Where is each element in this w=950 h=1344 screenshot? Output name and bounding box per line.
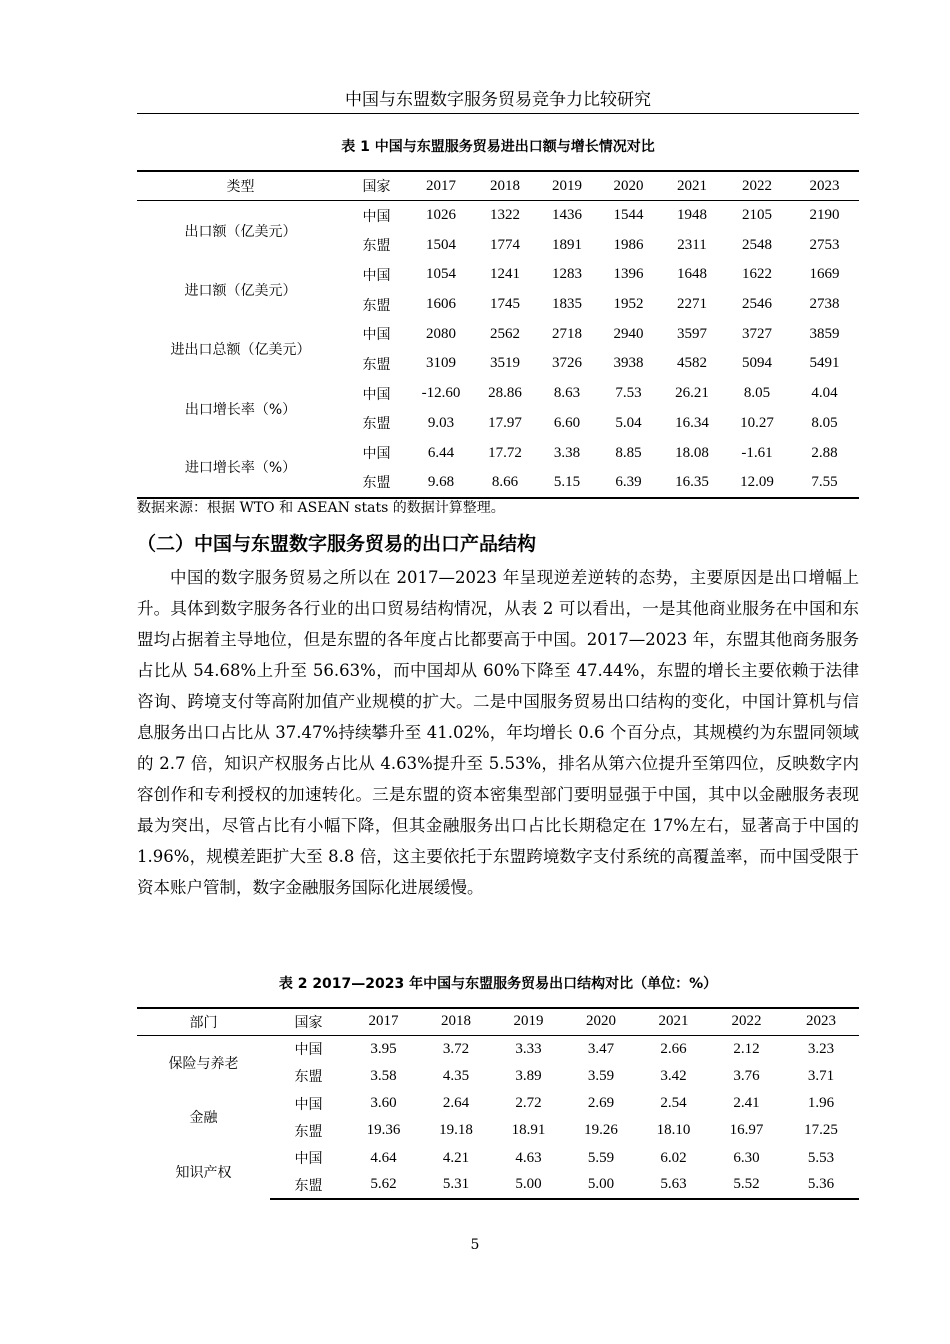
value-cell: 1622	[742, 266, 772, 283]
table1-header-cell: 2023	[790, 171, 859, 201]
value-cell: 2562	[490, 325, 520, 342]
value-cell: 19.36	[366, 1122, 401, 1139]
table1-header-cell: 2017	[409, 171, 473, 201]
value-cell: 17.97	[488, 414, 522, 431]
value-cell: 3.95	[370, 1040, 397, 1057]
value-cell: 1648	[677, 266, 707, 283]
value-cell: 6.44	[427, 444, 455, 461]
value-cell: 5094	[742, 355, 772, 372]
value-cell: 1241	[490, 266, 520, 283]
country-cell: 东盟	[344, 468, 409, 498]
table1-header-row	[137, 171, 859, 201]
value-cell: 5.00	[492, 1172, 565, 1199]
value-cell: 1026	[426, 207, 456, 224]
value-cell: 2.64	[442, 1095, 470, 1112]
value-cell: 3.71	[807, 1067, 835, 1084]
value-cell: 1745	[490, 296, 520, 313]
value-cell: 3.60	[370, 1095, 397, 1112]
value-cell: 8.63	[553, 385, 581, 402]
table-row	[137, 1090, 859, 1117]
table2-header-cell: 2022	[710, 1008, 783, 1035]
body-paragraph: 中国的数字服务贸易之所以在 2017—2023 年呈现逆差逆转的态势，主要原因是出口增幅上升。具体到数字服务各行业的出口贸易结构情况，从表 2 可以看出，一是其他商业服务在中国和东盟均占据着主导地位，但是东盟的各年度占比都要高于中国。2017—2023 年，东盟其他商务服务占比从 54.68%上升至 56.63%，而中国却从 60%下降至 47.44%，东盟的增长主要依赖于法律咨询、跨境支付等高附加值产业规模的扩大。二是中国服务贸易出口结构的变化，中国计算机与信息服务出口占比从 37.47%持续攀升至 41.02%，年均增长 0.6 个百分点，其规模约为东盟同领域的 2.7 倍，知识产权服务占比从 4.63%提升至 5.53%，排名从第六位提升至第四位，反映数字内容创作和专利授权的加速转化。三是东盟的资本密集型部门要明显强于中国，其中以金融服务表现最为突出，尽管占比有小幅下降，但其金融服务出口占比长期稳定在 17%左右，显著高于中国的 1.96%，规模差距扩大至 8.8 倍，这主要依托于东盟跨境数字支付系统的高覆盖率，而中国受限于资本账户管制，数字金融服务国际化进展缓慢。	[137, 568, 859, 897]
value-cell: 1.96	[807, 1095, 835, 1112]
value-cell: 3.59	[587, 1067, 615, 1084]
value-cell: 1986	[613, 236, 644, 253]
country-cell: 东盟	[362, 238, 391, 255]
value-cell: 4.64	[370, 1149, 397, 1166]
value-cell: 2738	[809, 296, 840, 313]
value-cell: 6.60	[553, 414, 581, 431]
value-cell: 3.89	[515, 1067, 542, 1084]
country-cell: 中国	[362, 208, 391, 225]
country-cell: 中国	[362, 446, 391, 463]
value-cell: 16.97	[729, 1122, 764, 1139]
value-cell: 6.02	[660, 1149, 687, 1166]
table-row	[137, 1035, 859, 1062]
table2-header-cell: 2021	[637, 1008, 710, 1035]
value-cell: 16.34	[675, 414, 709, 431]
value-cell: 2311	[677, 236, 707, 253]
country-cell: 东盟	[294, 1123, 323, 1140]
value-cell: 16.35	[660, 468, 724, 498]
value-cell: 3859	[809, 325, 840, 342]
row-group-label: 出口额（亿美元）	[184, 223, 297, 240]
table1	[137, 170, 859, 499]
value-cell: 1891	[552, 236, 582, 253]
row-group-label: 进出口总额（亿美元）	[170, 342, 311, 359]
page-number: 5	[470, 1237, 480, 1253]
country-cell: 中国	[362, 267, 391, 284]
table1-header-cell: 2020	[597, 171, 660, 201]
row-group-label: 保险与养老	[168, 1055, 239, 1072]
value-cell: 9.68	[409, 468, 473, 498]
value-cell: 18.10	[656, 1122, 691, 1139]
table2-header-cell: 2019	[492, 1008, 565, 1035]
value-cell: 3109	[426, 355, 456, 372]
value-cell: 2940	[613, 325, 644, 342]
value-cell: 2080	[426, 325, 456, 342]
country-cell: 东盟	[362, 297, 391, 314]
value-cell: 26.21	[675, 385, 709, 402]
value-cell: 5.52	[710, 1172, 783, 1199]
value-cell: 5491	[809, 355, 840, 372]
value-cell: 3938	[613, 355, 644, 372]
value-cell: 2.41	[733, 1095, 760, 1112]
value-cell: 2271	[677, 296, 707, 313]
value-cell: 6.39	[597, 468, 660, 498]
value-cell: 6.30	[733, 1149, 760, 1166]
value-cell: 1544	[613, 207, 644, 224]
value-cell: 2.12	[733, 1040, 760, 1057]
value-cell: 5.36	[783, 1172, 859, 1199]
value-cell: 5.04	[615, 414, 642, 431]
value-cell: 5.53	[807, 1149, 835, 1166]
value-cell: 12.09	[724, 468, 790, 498]
value-cell: 3.58	[370, 1067, 397, 1084]
country-cell: 中国	[294, 1096, 323, 1113]
value-cell: 3.76	[733, 1067, 760, 1084]
value-cell: 2.54	[660, 1095, 687, 1112]
value-cell: 3727	[742, 325, 772, 342]
value-cell: 4.63	[515, 1149, 542, 1166]
row-group-label: 进口增长率（%）	[137, 438, 344, 497]
value-cell: 8.66	[473, 468, 537, 498]
value-cell: 5.62	[347, 1172, 420, 1199]
value-cell: 3.23	[807, 1040, 835, 1057]
country-cell: 东盟	[270, 1172, 347, 1199]
table1-header-cell: 国家	[344, 171, 409, 201]
value-cell: 3.42	[660, 1067, 687, 1084]
table-row	[137, 379, 859, 409]
table2-header-cell: 2023	[783, 1008, 859, 1035]
value-cell: 4582	[677, 355, 707, 372]
value-cell: 19.26	[584, 1122, 618, 1139]
table-row	[137, 201, 859, 231]
running-header: 中国与东盟数字服务贸易竞争力比较研究	[345, 90, 651, 110]
row-group-label: 金融	[189, 1110, 218, 1127]
table1-caption: 表 1 中国与东盟服务贸易进出口额与增长情况对比	[341, 139, 655, 155]
value-cell: 8.05	[811, 414, 838, 431]
value-cell: 1504	[426, 236, 456, 253]
value-cell: -12.60	[421, 385, 461, 402]
value-cell: 2105	[742, 207, 772, 224]
header-rule	[137, 113, 859, 114]
country-cell: 东盟	[362, 356, 391, 373]
row-group-label: 出口增长率（%）	[184, 401, 297, 418]
value-cell: 1396	[613, 266, 644, 283]
value-cell: 17.25	[804, 1122, 838, 1139]
value-cell: 5.31	[420, 1172, 492, 1199]
value-cell: 8.85	[615, 444, 642, 461]
table1-header-cell: 类型	[137, 171, 344, 201]
value-cell: 2.88	[811, 444, 838, 461]
value-cell: 3519	[490, 355, 520, 372]
table2-header-row	[137, 1008, 859, 1035]
country-cell: 中国	[362, 327, 391, 344]
country-cell: 东盟	[362, 416, 391, 433]
value-cell: 2718	[552, 325, 582, 342]
table2-header-cell: 国家	[270, 1008, 347, 1035]
value-cell: 19.18	[439, 1122, 473, 1139]
value-cell: 2.66	[660, 1040, 687, 1057]
country-cell: 中国	[294, 1042, 323, 1059]
value-cell: 1952	[613, 296, 644, 313]
value-cell: 1606	[426, 296, 456, 313]
value-cell: 7.53	[615, 385, 642, 402]
value-cell: 17.72	[488, 444, 522, 461]
value-cell: 18.08	[675, 444, 709, 461]
value-cell: 1835	[552, 296, 582, 313]
value-cell: 2546	[742, 296, 772, 313]
value-cell: 5.59	[587, 1149, 615, 1166]
value-cell: 5.63	[637, 1172, 710, 1199]
table2-header-cell: 部门	[137, 1008, 270, 1035]
table1-source-note: 数据来源：根据 WTO 和 ASEAN stats 的数据计算整理。	[137, 500, 505, 516]
value-cell: 4.04	[811, 385, 838, 402]
table-row	[137, 260, 859, 290]
value-cell: 2.69	[587, 1095, 615, 1112]
value-cell: 18.91	[511, 1122, 546, 1139]
table2-header-cell: 2017	[347, 1008, 420, 1035]
table2-caption: 表 2 2017—2023 年中国与东盟服务贸易出口结构对比（单位：%）	[278, 976, 718, 992]
table-row	[137, 1144, 859, 1171]
table1-header-cell: 2022	[724, 171, 790, 201]
value-cell: 2753	[809, 236, 840, 253]
value-cell: 5.15	[537, 468, 597, 498]
value-cell: 8.05	[743, 385, 771, 402]
value-cell: 4.21	[442, 1149, 470, 1166]
country-cell: 东盟	[294, 1069, 323, 1086]
value-cell: 2.72	[515, 1095, 542, 1112]
value-cell: 28.86	[488, 385, 522, 402]
value-cell: 1669	[809, 266, 840, 283]
value-cell: 1436	[552, 207, 582, 224]
value-cell: 7.55	[790, 468, 859, 498]
value-cell: 1948	[677, 207, 707, 224]
row-group-label: 知识产权	[175, 1164, 232, 1181]
table1-header-cell: 2019	[537, 171, 597, 201]
value-cell: 3.38	[553, 444, 581, 461]
table2	[137, 1007, 859, 1200]
table2-header-cell: 2018	[420, 1008, 492, 1035]
value-cell: 1054	[426, 266, 456, 283]
value-cell: 2548	[742, 236, 772, 253]
value-cell: 3.33	[515, 1040, 542, 1057]
table-row	[137, 438, 859, 468]
value-cell: 1283	[552, 266, 582, 283]
value-cell: 2190	[809, 207, 840, 224]
country-cell: 中国	[294, 1151, 323, 1168]
value-cell: 5.00	[565, 1172, 637, 1199]
value-cell: 4.35	[442, 1067, 470, 1084]
value-cell: 1774	[490, 236, 520, 253]
value-cell: 3.72	[442, 1040, 470, 1057]
value-cell: -1.61	[741, 444, 773, 461]
table1-header-cell: 2018	[473, 171, 537, 201]
value-cell: 1322	[490, 207, 520, 224]
row-group-label: 进口额（亿美元）	[184, 282, 297, 299]
table-row	[137, 319, 859, 349]
table1-header-cell: 2021	[660, 171, 724, 201]
table2-header-cell: 2020	[565, 1008, 637, 1035]
country-cell: 中国	[362, 386, 391, 403]
section-heading: （二）中国与东盟数字服务贸易的出口产品结构	[137, 533, 537, 555]
value-cell: 9.03	[427, 414, 455, 431]
value-cell: 3.47	[587, 1040, 615, 1057]
value-cell: 10.27	[740, 414, 774, 431]
value-cell: 3597	[677, 325, 707, 342]
value-cell: 3726	[552, 355, 582, 372]
